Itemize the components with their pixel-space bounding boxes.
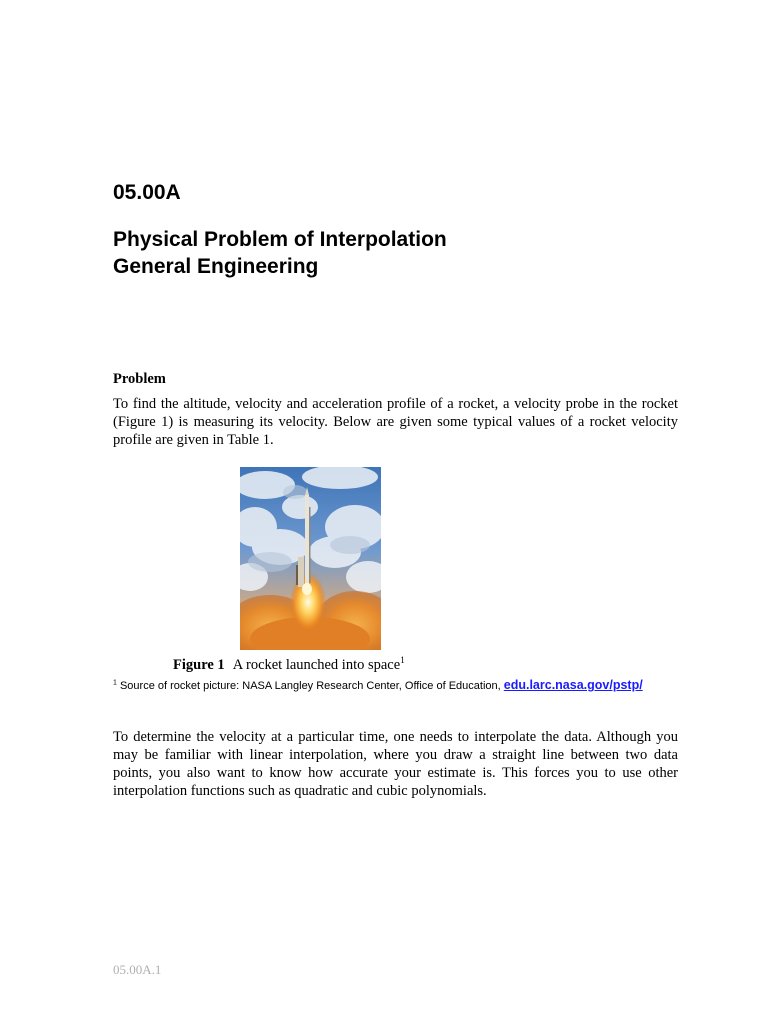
title-line-2: General Engineering: [113, 255, 319, 278]
figure-footnote-mark: 1: [400, 655, 405, 665]
footnote-text: Source of rocket picture: NASA Langley Research Center, Office of Education,: [119, 680, 501, 692]
interpolation-paragraph: To determine the velocity at a particular time, one needs to interpolate the data. Although you may be familiar with linear interpolation, where you draw a straight line between two data points, you also want to know how accurate your estimate is. This forces you to use other interpolation functions such as quadratic and cubic polynomials.: [113, 729, 678, 799]
footnote-mark: 1: [113, 679, 117, 687]
section-heading: Problem: [113, 371, 166, 387]
title-line-1: Physical Problem of Interpolation: [113, 228, 447, 251]
figure-caption: [173, 655, 405, 674]
chapter-number: 05.00A: [113, 181, 181, 204]
rocket-launch-image: [240, 467, 381, 650]
figure-label: Figure 1: [173, 656, 225, 673]
page-number: 05.00A.1: [113, 962, 162, 977]
figure-caption-text: A rocket launched into space: [232, 656, 401, 673]
problem-paragraph: To find the altitude, velocity and acceleration profile of a rocket, a velocity probe in the rocket (Figure 1) is measuring its velocity. Below are given some typical values of a rocket velocity profile are given in Table 1.: [113, 396, 678, 448]
footnote-link[interactable]: edu.larc.nasa.gov/pstp/: [503, 678, 643, 692]
footnote: [113, 678, 643, 692]
